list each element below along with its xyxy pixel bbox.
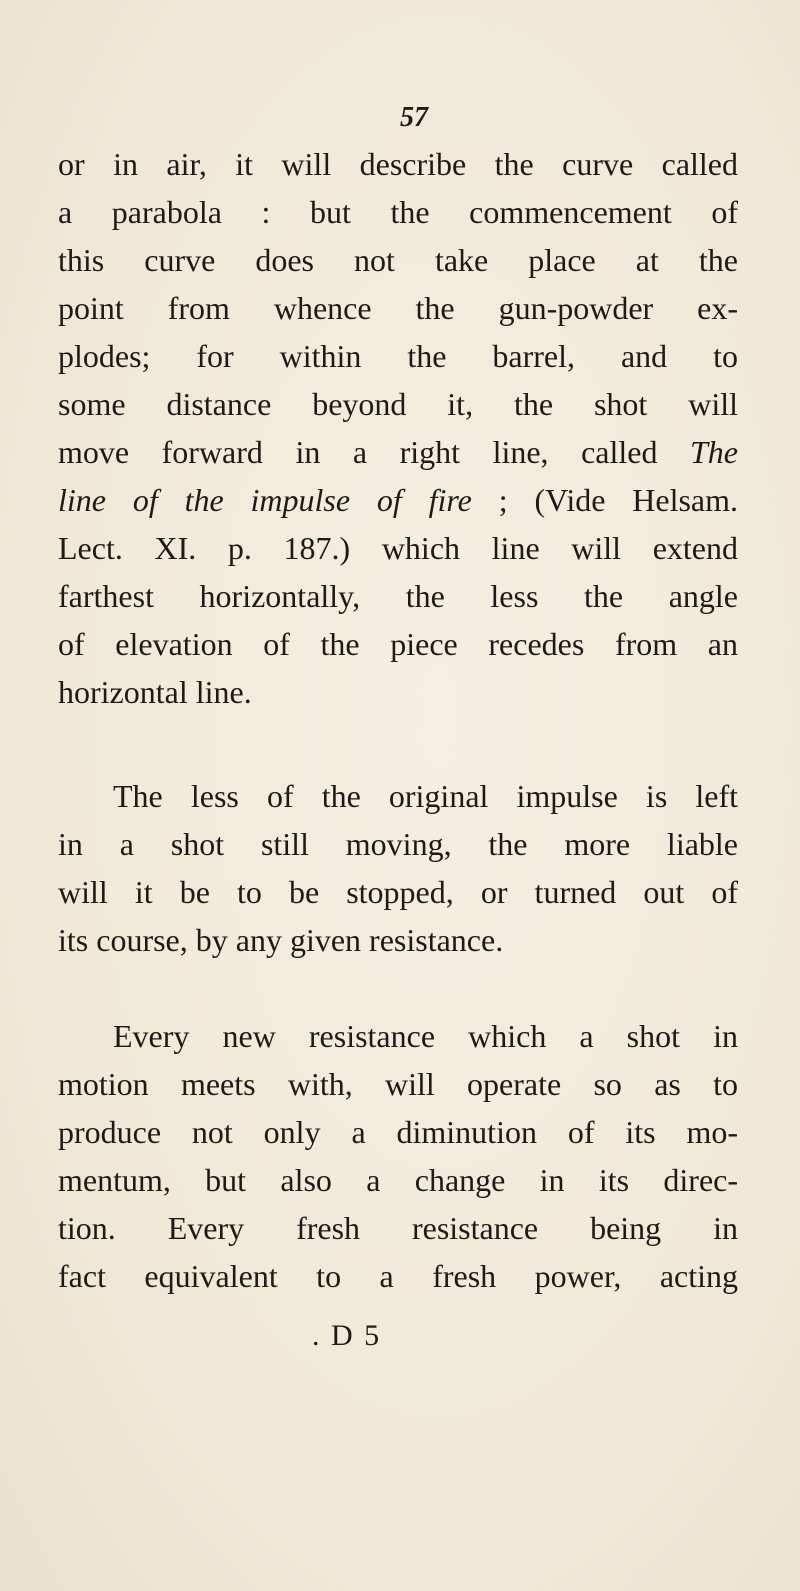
text-line: or in air, it will describe the curve called <box>58 146 738 182</box>
text-line: motion meets with, will operate so as to <box>58 1066 738 1102</box>
text-line <box>58 476 738 524</box>
text-line: this curve does not take place at the <box>58 242 738 278</box>
paragraph-2 <box>58 772 738 964</box>
text-line: horizontal line. <box>58 674 252 710</box>
text-fragment: move forward in a right line, called <box>58 434 690 470</box>
text-line: a parabola : but the commencement of <box>58 194 738 230</box>
page-number: 57 <box>400 102 428 133</box>
text-line: some distance beyond it, the shot will <box>58 386 738 422</box>
text-line: of elevation of the piece recedes from an <box>58 626 738 662</box>
text-line: tion. Every fresh resistance being in <box>58 1210 738 1246</box>
text-line: its course, by any given resistance. <box>58 922 504 958</box>
text-line <box>58 428 738 476</box>
text-fragment: ; (Vide Helsam. <box>471 482 739 518</box>
text-line: Lect. XI. p. 187.) which line will extend <box>58 530 738 566</box>
text-line: Every new resistance which a shot in <box>113 1018 738 1054</box>
text-line: plodes; for within the barrel, and to <box>58 338 738 374</box>
italic-term: line of the impulse of fire <box>58 482 472 518</box>
paragraph-3 <box>58 1012 738 1300</box>
text-line: fact equivalent to a fresh power, acting <box>58 1258 738 1294</box>
italic-term: The <box>690 434 738 470</box>
text-line: The less of the original impulse is left <box>113 778 738 814</box>
text-line: mentum, but also a change in its direc- <box>58 1162 738 1198</box>
text-line: farthest horizontally, the less the angle <box>58 578 738 614</box>
text-line: point from whence the gun-powder ex- <box>58 290 738 326</box>
signature-mark: . D 5 <box>312 1319 382 1352</box>
text-line: will it be to be stopped, or turned out of <box>58 874 738 910</box>
text-line: produce not only a diminution of its mo- <box>58 1114 738 1150</box>
text-line: in a shot still moving, the more liable <box>58 826 738 862</box>
paragraph-1 <box>58 140 738 716</box>
